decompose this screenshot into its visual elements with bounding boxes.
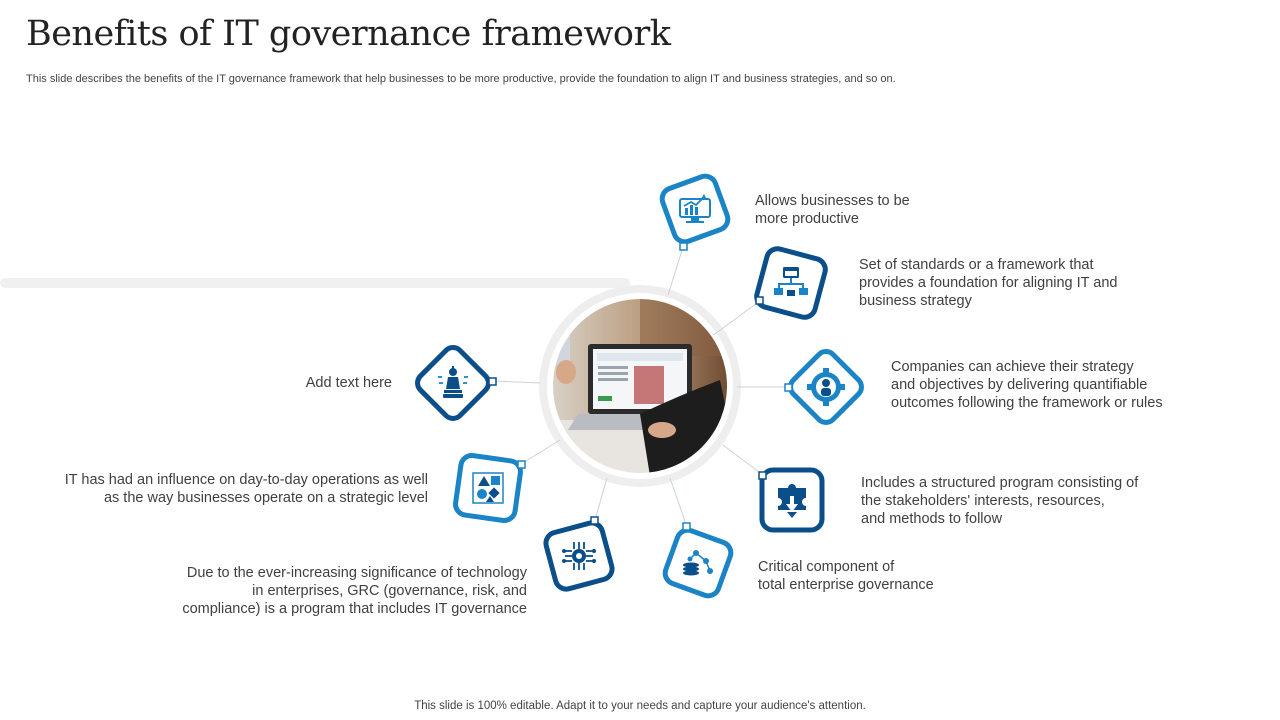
benefit-label-program: Includes a structured program consisting of the stakeholders' interests, resources, and methods to follow xyxy=(861,475,1139,527)
slide-subtitle: This slide describes the benefits of the IT governance framework that help businesses to be more productive, provide the foundation to align IT and business strategies, and so on. xyxy=(26,73,896,85)
benefit-icon-add-text xyxy=(413,343,496,422)
benefit-label-enterprise: Critical component of total enterprise governance xyxy=(758,559,934,593)
benefit-label-operations: IT has had an influence on day-to-day operations as well as the way businesses operate on a strategic level xyxy=(64,472,428,506)
benefit-label-strategy: Companies can achieve their strategy and objectives by delivering quantifiable outcomes following the framework or rules xyxy=(891,359,1163,411)
benefit-label-standards: Set of standards or a framework that provides a foundation for aligning IT and business strategy xyxy=(859,257,1118,309)
benefit-label-add-text: Add text here xyxy=(305,375,392,391)
benefit-icon-productive xyxy=(659,173,731,250)
benefit-label-grc: Due to the ever-increasing significance of technology in enterprises, GRC (governance, risk, and compliance) is a program that includes IT governance xyxy=(182,565,527,617)
benefit-icon-enterprise xyxy=(662,523,734,599)
slide-title: Benefits of IT governance framework xyxy=(26,14,671,54)
benefit-icon-strategy xyxy=(785,347,866,426)
benefit-icon-program xyxy=(759,470,822,530)
benefit-icon-operations xyxy=(454,454,525,522)
benefit-icon-standards xyxy=(754,246,827,319)
benefit-icon-grc xyxy=(543,517,614,592)
slide-footer: This slide is 100% editable. Adapt it to your needs and capture your audience's attention. xyxy=(414,700,866,712)
benefit-label-productive: Allows businesses to be more productive xyxy=(755,193,910,227)
